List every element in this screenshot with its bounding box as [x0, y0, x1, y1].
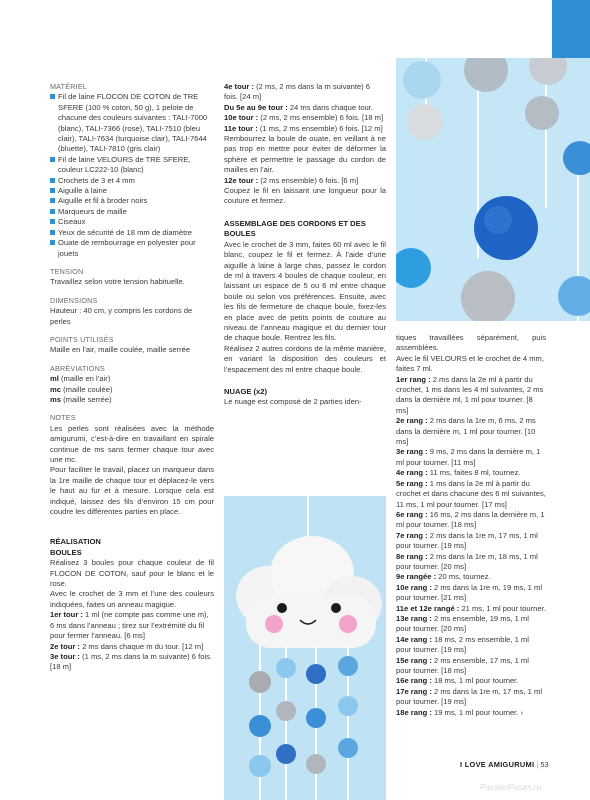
instruction-row: 10e tour : (2 ms, 2 ms ensemble) 6 fois. [18 m] [224, 113, 384, 123]
instruction-row: 4e rang : 11 ms, faites 8 ml, tournez. [396, 468, 521, 478]
materiel-item: Ciseaux [50, 217, 214, 227]
instruction-row: 17e rang : 2 ms dans la 1re m, 17 ms, 1 ml pour tourner. [19 ms] [396, 686, 543, 707]
instruction-row: 1er rang : 2 ms dans la 2e ml à partir du crochet, 1 ms dans les 4 ml suivantes, 2 ms dans la dernière ml, 1 ml pour tourner. [8 ms] [396, 374, 544, 415]
abbrev-heading: ABRÉVIATIONS [50, 363, 105, 373]
magazine-brand: I LOVE AMIGURUMI [460, 760, 535, 769]
instruction-row: Du 5e au 9e tour : 24 ms dans chaque tour. [224, 102, 373, 112]
nuage-start: Avec le fil VELOURS et le crochet de 4 mm, faites 7 ml. [396, 353, 544, 374]
cut-text: Coupez le fil en laissant une longueur pour la couture et fermez. [224, 186, 386, 206]
realisation-heading: RÉALISATION [50, 537, 101, 547]
instruction-row: 2e tour : 2 ms dans chaque m du tour. [12 m] [50, 641, 204, 651]
instruction-row: 15e rang : 2 ms ensemble, 17 ms, 1 ml pour tourner. [18 ms] [396, 655, 529, 675]
tension-heading: TENSION [50, 266, 84, 276]
instruction-row: 8e rang : 2 ms dans la 1re m, 18 ms, 1 ml pour tourner. [20 ms] [396, 551, 538, 571]
materiel-item: Yeux de sécurité de 18 mm de diamètre [50, 228, 214, 238]
materiel-item: Fil de laine VELOURS de TRE SFERE, couleur LC222-10 (blanc) [50, 155, 214, 176]
boules-subheading: BOULES [50, 547, 82, 557]
points-heading: POINTS UTILISÉS [50, 334, 114, 344]
materiel-item: Ouate de rembourrage en polyester pour jouets [50, 238, 214, 259]
instruction-row: 16e rang : 18 ms, 1 ml pour tourner. [396, 676, 519, 686]
dimensions-heading: DIMENSIONS [50, 295, 98, 305]
instruction-row: 3e tour : (1 ms, 2 ms dans la m suivante) 6 fois. [18 m] [50, 651, 213, 672]
nuage-continued: tiques travaillées séparément, puis assemblées. [396, 333, 546, 353]
assemblage-para: Réalisez 2 autres cordons de la même manière, en variant la disposition des couleurs et l’espacement des ml entre chaque boule. [224, 343, 386, 374]
abbrev-item: ml (maille en l’air) [50, 374, 111, 384]
assemblage-para: Avec le crochet de 3 mm, faites 60 ml avec le fil blanc, coupez le fil et fermez. À l’aide d’une aiguille à laine à large chas, passez le cordon de ml à travers 4 boules de chaque couleur, en laissant un espace de 5 ou 6 ml entre chaque boule ou selon vos préférences. Ensuite, avec les fils de fermeture de chaque boule, fixez-les en place avec de petits points de couture au niveau de l’anneau magique et du dernier tour de chaque boule. Rentrez les fils. [224, 239, 386, 343]
instruction-row: 14e rang : 18 ms, 2 ms ensemble, 1 ml pour tourner. [19 ms] [396, 634, 529, 655]
points-text: Maille en l’air, maille coulée, maille serrée [50, 345, 191, 355]
column-middle [224, 82, 386, 408]
assemblage-heading: ASSEMBLAGE DES CORDONS ET DES BOULES [224, 218, 366, 239]
crochet-balls-photo [396, 58, 590, 321]
watermark: PassionForum.ru [480, 783, 541, 792]
instruction-row: 3e rang : 9 ms, 2 ms dans la dernière m, 1 ml pour tourner. [11 ms] [396, 447, 541, 467]
column-right [396, 333, 546, 718]
abbrev-item: ms (maille serrée) [50, 394, 112, 404]
materiel-item: Fil de laine FLOCON DE COTON de TRE SFERE (100 % coton, 50 g), 1 pelote de chacune des couleurs suivantes : TALI-7000 (blanc), TALI-7366 (rose), TALI-7510 (bleu clair), TALI-7634 (turquoise clair), TALI-7644 (bluette), TALI-7810 (gris clair) [50, 92, 214, 154]
instruction-row: 11e et 12e rangé : 21 ms, 1 ml pour tourner. [396, 603, 546, 613]
materiel-item: Marqueurs de maille [50, 207, 214, 217]
instruction-row: 9e rangée : 20 ms, tournez. [396, 572, 491, 582]
instruction-row: 6e rang : 16 ms, 2 ms dans la dernière m, 1 ml pour tourner. [18 ms] [396, 509, 545, 530]
materiel-heading: MATÉRIEL [50, 82, 88, 91]
instruction-row: 12e tour : (2 ms ensemble) 6 fois. [6 m] [224, 175, 359, 185]
instruction-row: 5e rang : 1 ms dans la 2e ml à partir du crochet et dans chacune des 6 ml suivantes, 11 ms, 1 ml pour tourner. [17 ms] [396, 478, 546, 509]
instruction-row: 10e rang : 2 ms dans la 1re m, 19 ms, 1 ml pour tourner. [21 ms] [396, 582, 543, 603]
abbrev-item: mc (maille coulée) [50, 384, 113, 394]
tension-text: Travaillez selon votre tension habituelle. [50, 277, 185, 287]
continue-arrow-icon: › [520, 707, 524, 717]
page-tab-marker [552, 0, 590, 58]
notes-para: Les perles sont réalisées avec la méthode amigurumi, c’est-à-dire en travaillant en spirale continue de ms sans fermer chaque tour avec une mc. [50, 423, 214, 464]
notes-heading: NOTES [50, 413, 76, 423]
page-number: 53 [540, 760, 549, 769]
dimensions-text: Hauteur : 40 cm, y compris les cordons de perles [50, 306, 193, 326]
column-left [50, 82, 214, 673]
notes-para: Pour faciliter le travail, placez un marqueur dans la 1re maille de chaque tour et déplacez-le vers le haut au fur et à mesure. Lorsque cela est indiqué, laissez des fils d’environ 15 cm pour coudre les différentes parties en place. [50, 465, 214, 517]
instruction-row: 11e tour : (1 ms, 2 ms ensemble) 6 fois. [12 m] [224, 123, 383, 133]
boules-intro: Réalisez 3 boules pour chaque couleur de fil FLOCON DE COTON, sauf pour le blanc et le rose. [50, 558, 214, 589]
materiel-item: Aiguille à laine [50, 186, 214, 196]
boules-intro: Avec le crochet de 3 mm et l’une des couleurs indiquées, faites un anneau magique. [50, 589, 214, 609]
instruction-row: 7e rang : 2 ms dans la 1re m, 17 ms, 1 ml pour tourner. [19 ms] [396, 530, 538, 551]
instruction-row: 18e rang : 19 ms, 1 ml pour tourner. › [396, 707, 524, 717]
page-footer: I LOVE AMIGURUMI | 53 [460, 760, 549, 769]
instruction-row: 1er tour : 1 ml (ne compte pas comme une m), 6 ms dans l’anneau ; tirez sur l’extrémité du fil pour fermer l’anneau. [6 ms] [50, 610, 209, 641]
materiel-item: Crochets de 3 et 4 mm [50, 176, 214, 186]
materiel-item: Aiguille et fil à broder noirs [50, 196, 214, 206]
cloud-plush-photo [224, 496, 386, 800]
instruction-row: 13e rang : 2 ms ensemble, 19 ms, 1 ml pour tourner. [20 ms] [396, 613, 529, 634]
nuage-intro: Le nuage est composé de 2 parties iden- [224, 397, 362, 407]
instruction-row: 2e rang : 2 ms dans la 1re m, 6 ms, 2 ms dans la dernière m, 1 ml pour tourner. [10 ms] [396, 416, 536, 447]
instruction-row: 4e tour : (2 ms, 2 ms dans la m suivante) 6 fois. [24 m] [224, 82, 371, 102]
nuage-heading: NUAGE (x2) [224, 386, 268, 396]
stuffing-text: Rembourrez la boule de ouate, en veillant à ne pas trop en mettre pour éviter de déformer la sphère et permettre le passage du cordon de mailles en l’air. [224, 134, 386, 175]
